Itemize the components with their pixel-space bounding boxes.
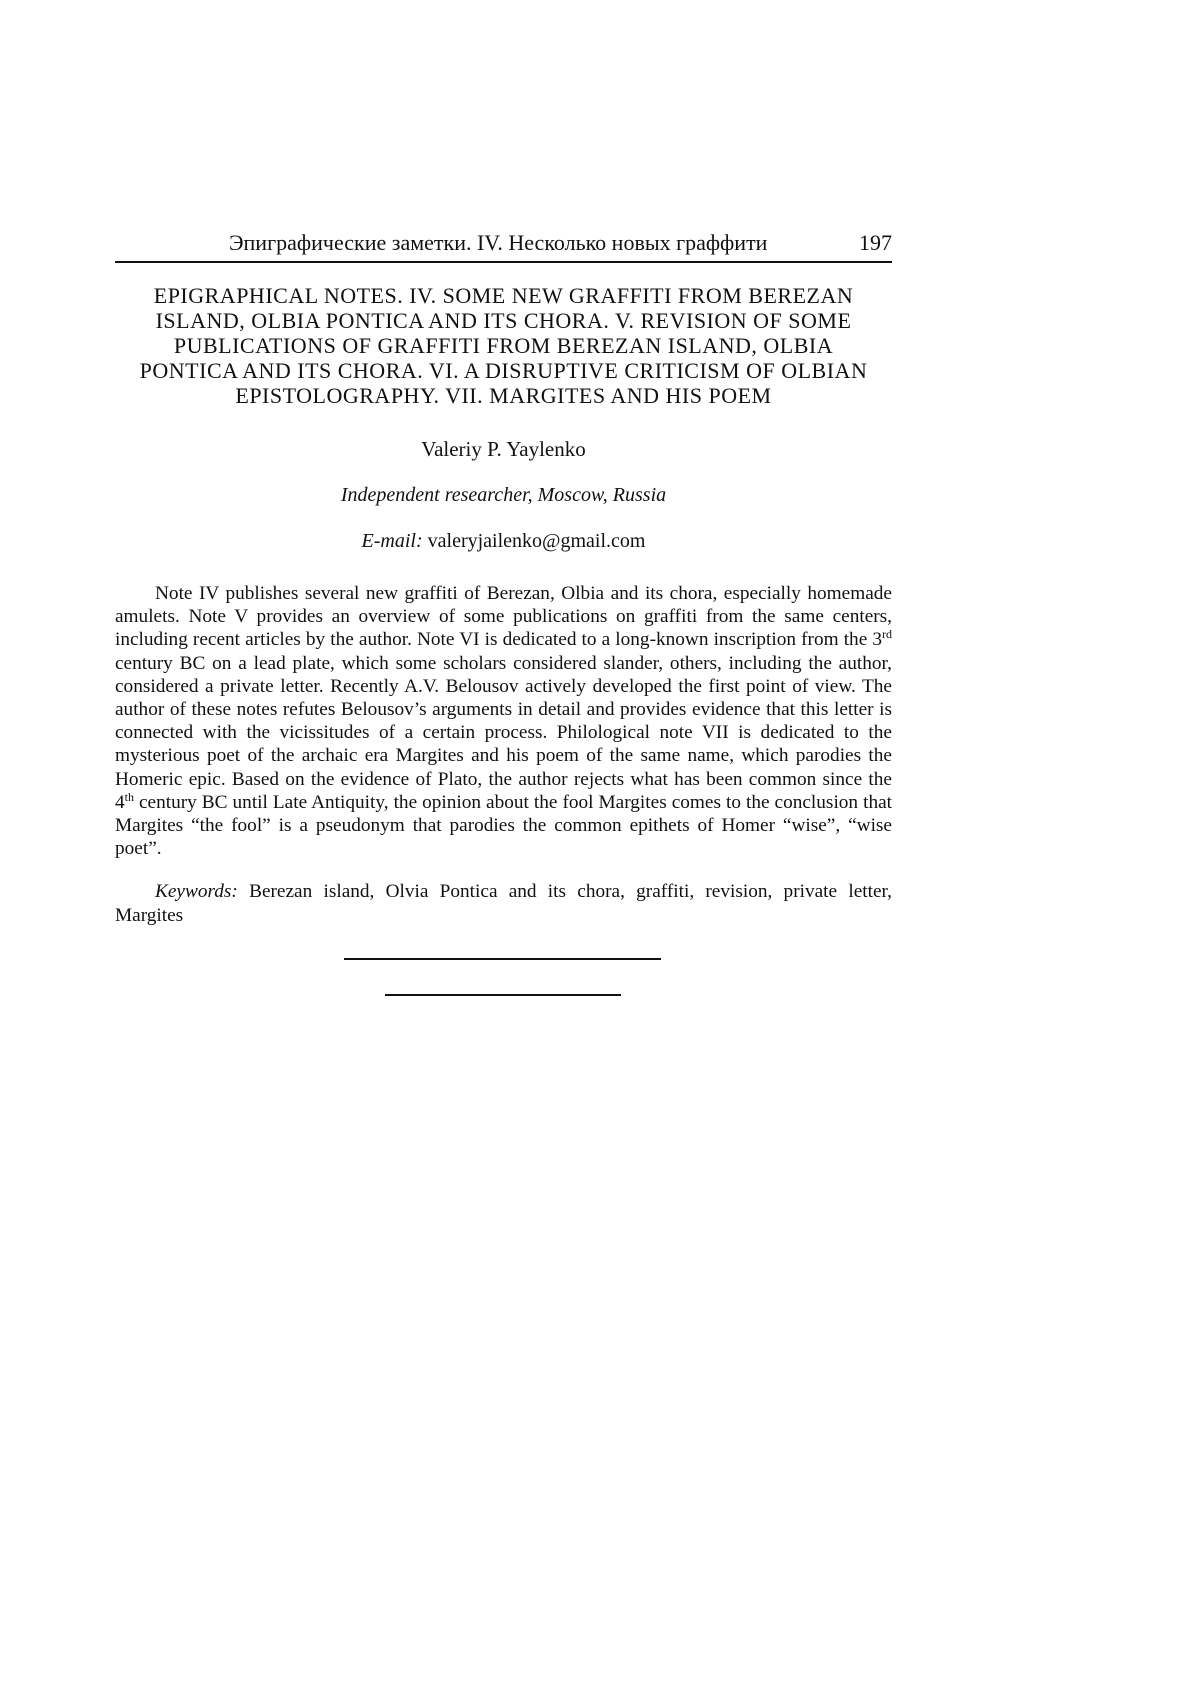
page-number: 197 <box>859 230 892 255</box>
keywords-text: Berezan island, Olvia Pontica and its chora, graffiti, revision, private letter, Margites <box>115 881 892 926</box>
abstract-text: century BC until Late Antiquity, the opinion about the fool Margites comes to the conclusion that Margites “the fool” is a pseudonym that parodies the common epithets of Homer “wise”, “wise poet”. <box>115 791 892 860</box>
abstract <box>115 582 892 860</box>
keywords-label: Keywords: <box>155 881 238 903</box>
email-label: E-mail: <box>361 530 423 552</box>
article-title-line: EPISTOLOGRAPHY. VII. MARGITES AND HIS POEM <box>235 383 772 408</box>
article-title <box>115 283 892 408</box>
ordinal-suffix: rd <box>882 627 892 642</box>
separator-rule-short <box>385 994 621 996</box>
running-head <box>115 228 892 258</box>
author-affiliation: Independent researcher, Moscow, Russia <box>340 484 667 506</box>
email-address[interactable]: valeryjailenko@gmail.com <box>427 530 646 552</box>
author-name: Valeriy P. Yaylenko <box>421 437 586 461</box>
abstract-text: Note IV publishes several new graffiti of Berezan, Olbia and its chora, especially homemade amulets. Note V provides an overview of some publications on graffiti from the same centers, including recent articles by the author. Note VI is dedicated to a long-known inscription from the 3 <box>115 583 892 651</box>
running-head-rule <box>115 261 892 263</box>
running-head-title: Эпиграфические заметки. IV. Несколько новых граффити <box>229 230 768 255</box>
article-title-line: ISLAND, OLBIA PONTICA AND ITS CHORA. V. REVISION OF SOME <box>155 308 852 333</box>
author-email <box>115 528 892 554</box>
article-title-line: EPIGRAPHICAL NOTES. IV. SOME NEW GRAFFITI FROM BEREZAN <box>153 283 854 308</box>
article-title-line: PUBLICATIONS OF GRAFFITI FROM BEREZAN ISLAND, OLBIA <box>173 333 834 358</box>
article-title-line: PONTICA AND ITS CHORA. VI. A DISRUPTIVE CRITICISM OF OLBIAN <box>139 358 868 383</box>
keywords <box>115 880 892 926</box>
separator-rule-long <box>344 958 661 960</box>
abstract-text: century BC on a lead plate, which some scholars considered slander, others, including the author, considered a private letter. Recently A.V. Belousov actively developed the first point of view. The author of these notes refutes Belousov’s arguments in detail and provides evidence that this letter is connected with the vicissitudes of a certain process. Philological note VII is dedicated to the mysterious poet of the archaic era Margites and his poem of the same name, which parodies the Homeric epic. Based on the evidence of Plato, the author rejects what has been common since the 4 <box>115 652 892 813</box>
article-page <box>115 228 892 946</box>
ordinal-suffix: th <box>124 789 134 804</box>
